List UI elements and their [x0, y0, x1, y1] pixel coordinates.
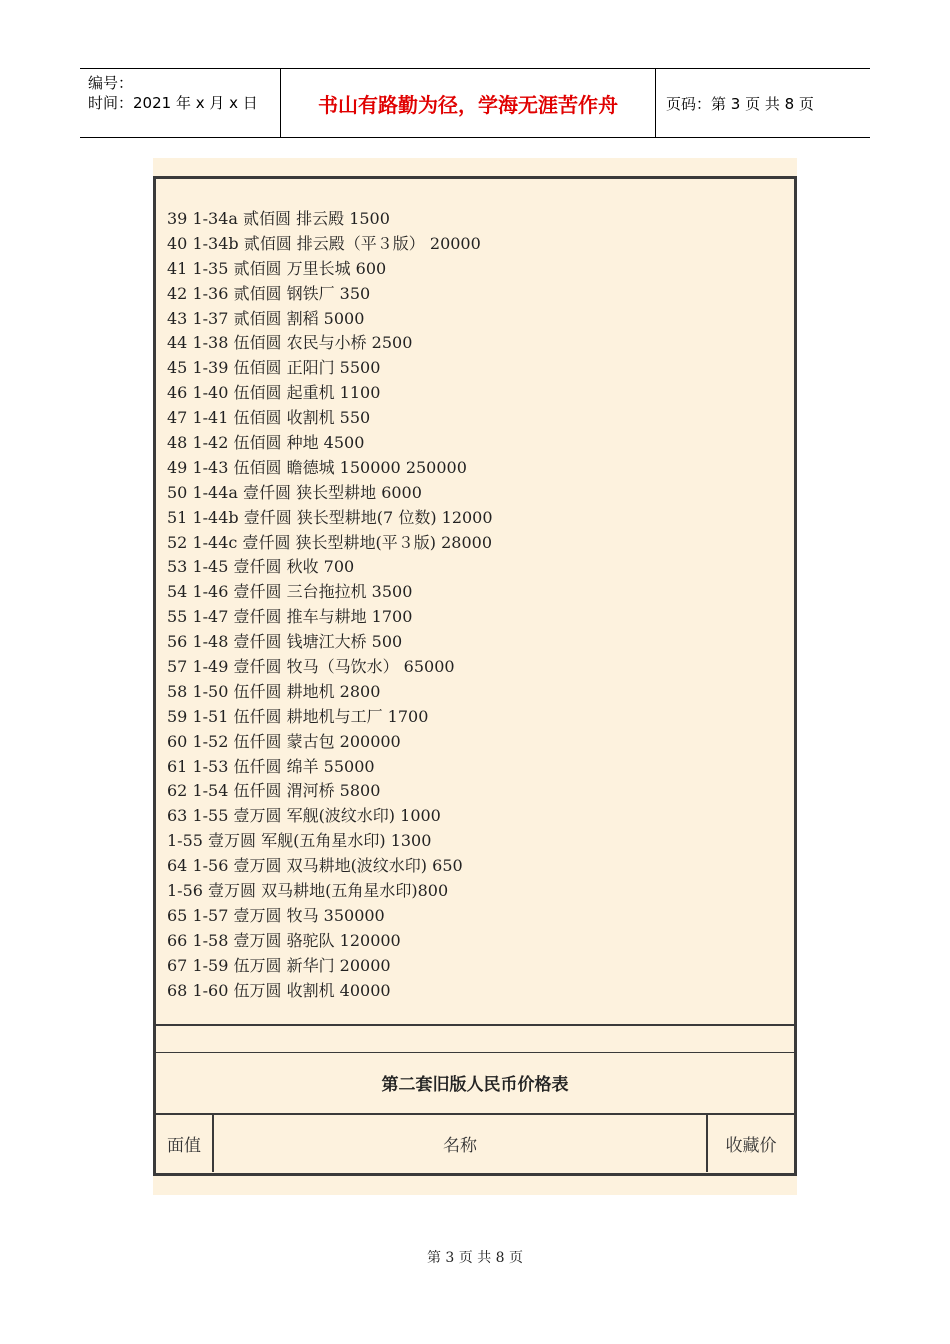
list-item: 1-56 壹万圆 双马耕地(五角星水印)800 [167, 881, 449, 901]
date-label: 时间：2021 年 x 月 x 日 [88, 94, 258, 112]
list-item: 54 1-46 壹仟圆 三台拖拉机 3500 [167, 582, 413, 602]
header-name: 名称 [214, 1115, 708, 1172]
list-item: 44 1-38 伍佰圆 农民与小桥 2500 [167, 333, 413, 353]
price-list-box [153, 176, 797, 1026]
list-item: 66 1-58 壹万圆 骆驼队 120000 [167, 930, 401, 950]
list-item: 41 1-35 贰佰圆 万里长城 600 [167, 258, 387, 278]
list-item: 68 1-60 伍万圆 收割机 40000 [167, 980, 391, 1000]
price-list [167, 207, 493, 1004]
list-item: 40 1-34b 贰佰圆 排云殿（平３版） 20000 [167, 233, 481, 253]
list-item: 60 1-52 伍仟圆 蒙古包 200000 [167, 731, 401, 751]
list-item: 50 1-44a 壹仟圆 狭长型耕地 6000 [167, 482, 422, 502]
price-table [153, 1052, 797, 1176]
list-item: 67 1-59 伍万圆 新华门 20000 [167, 955, 391, 975]
header-motto: 书山有路勤为径，学海无涯苦作舟 [281, 69, 656, 137]
list-item: 42 1-36 贰佰圆 钢铁厂 350 [167, 283, 371, 303]
list-item: 57 1-49 壹仟圆 牧马（马饮水） 65000 [167, 657, 455, 677]
list-item: 47 1-41 伍佰圆 收割机 550 [167, 408, 371, 428]
list-item: 58 1-50 伍仟圆 耕地机 2800 [167, 681, 381, 701]
list-item: 49 1-43 伍佰圆 瞻德城 150000 250000 [167, 457, 467, 477]
list-item: 62 1-54 伍仟圆 渭河桥 5800 [167, 781, 381, 801]
table-title: 第二套旧版人民币价格表 [381, 1074, 569, 1095]
header-face-value: 面值 [156, 1115, 214, 1172]
list-item: 51 1-44b 壹仟圆 狭长型耕地(7 位数) 12000 [167, 507, 493, 527]
header-page-info: 页码：第 3 页 共 8 页 [666, 94, 814, 113]
list-item: 56 1-48 壹仟圆 钱塘江大桥 500 [167, 632, 403, 652]
page-footer: 第 3 页 共 8 页 [426, 1250, 524, 1266]
list-item: 48 1-42 伍佰圆 种地 4500 [167, 433, 365, 453]
list-item: 65 1-57 壹万圆 牧马 350000 [167, 905, 385, 925]
list-item: 61 1-53 伍仟圆 绵羊 55000 [167, 756, 375, 776]
list-item: 45 1-39 伍佰圆 正阳门 5500 [167, 358, 381, 378]
header-collect-price: 收藏价 [725, 1136, 777, 1156]
serial-label: 编号： [88, 74, 134, 92]
list-item: 52 1-44c 壹仟圆 狭长型耕地(平３版) 28000 [167, 532, 492, 552]
header-meta [80, 69, 281, 137]
spacer-row [153, 1026, 797, 1052]
list-item: 55 1-47 壹仟圆 推车与耕地 1700 [167, 607, 413, 627]
list-item: 46 1-40 伍佰圆 起重机 1100 [167, 383, 381, 403]
content-panel [153, 158, 797, 1195]
list-item: 1-55 壹万圆 军舰(五角星水印) 1300 [167, 831, 432, 851]
list-item: 64 1-56 壹万圆 双马耕地(波纹水印) 650 [167, 856, 463, 876]
list-item: 59 1-51 伍仟圆 耕地机与工厂 1700 [167, 706, 429, 726]
list-item: 53 1-45 壹仟圆 秋收 700 [167, 557, 355, 577]
list-item: 63 1-55 壹万圆 军舰(波纹水印) 1000 [167, 806, 441, 826]
list-item: 39 1-34a 贰佰圆 排云殿 1500 [167, 209, 390, 228]
table-header-row [156, 1113, 794, 1172]
list-item: 43 1-37 贰佰圆 割稻 5000 [167, 308, 365, 328]
document-header [80, 68, 870, 138]
